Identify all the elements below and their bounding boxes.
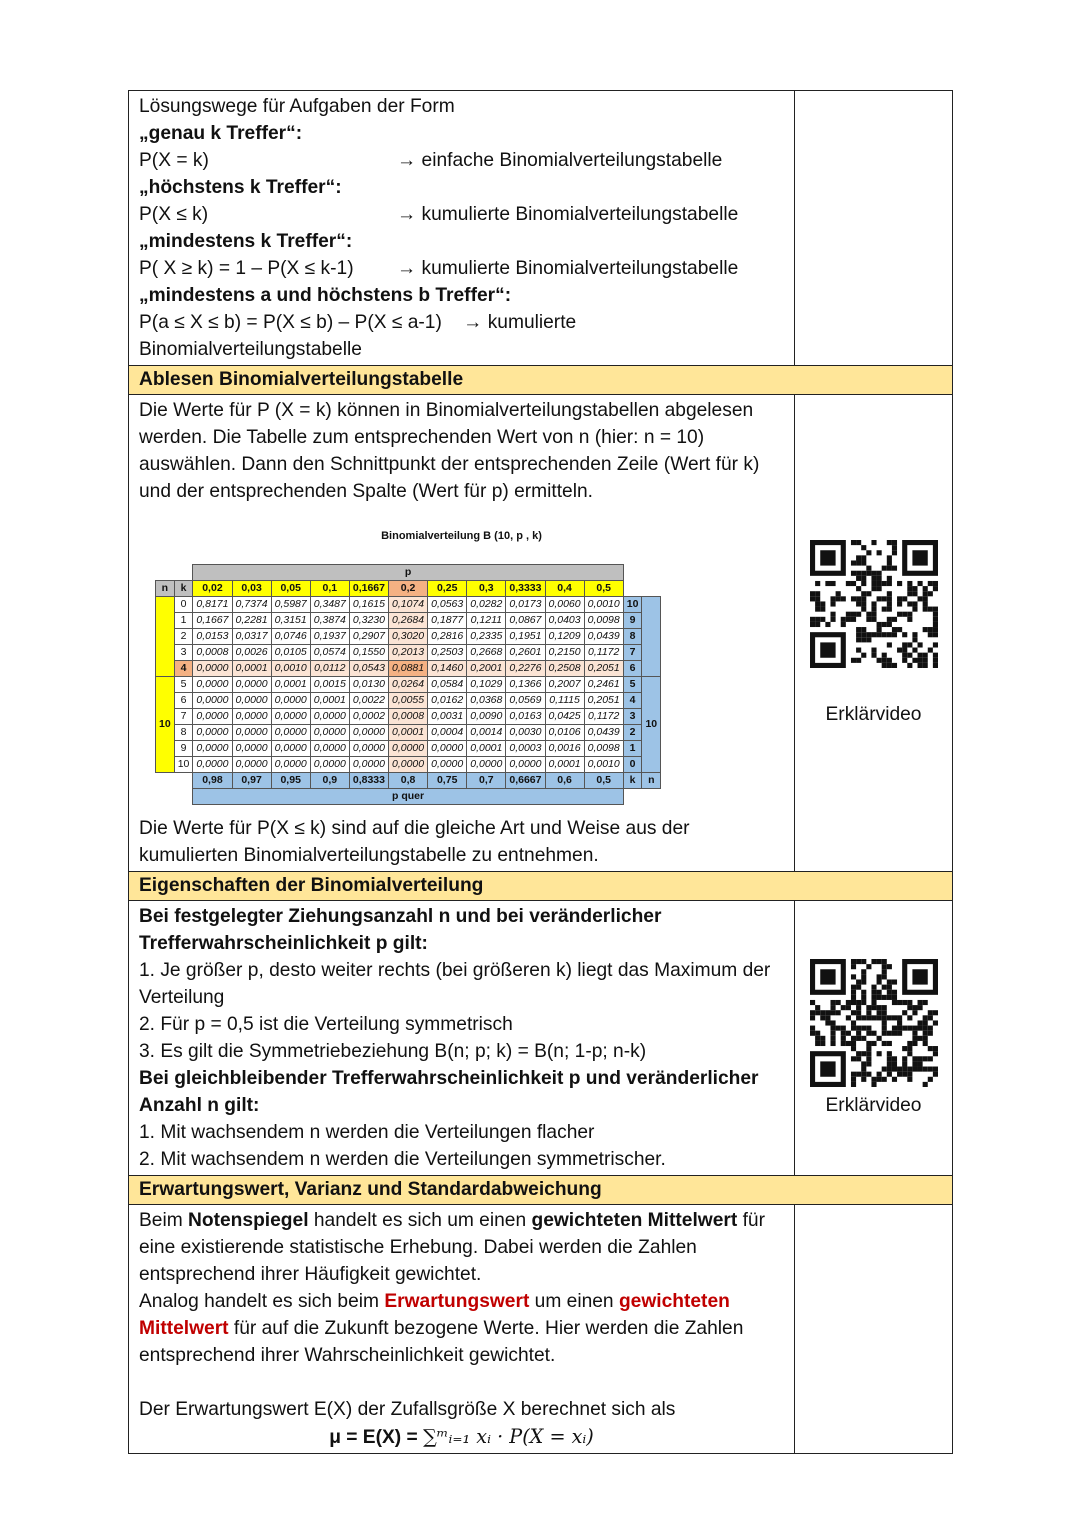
blank bbox=[642, 789, 661, 805]
probability-cell: 0,1615 bbox=[349, 597, 388, 613]
probability-cell: 0,2907 bbox=[349, 629, 388, 645]
n-right-top bbox=[642, 597, 661, 677]
table-reading-cell bbox=[129, 395, 795, 871]
probability-cell: 0,0105 bbox=[271, 645, 310, 661]
probability-cell: 0,0173 bbox=[506, 597, 545, 613]
k-right-value: 2 bbox=[623, 725, 642, 741]
p-quer-value: 0,7 bbox=[467, 773, 506, 789]
probability-cell: 0,0000 bbox=[193, 741, 232, 757]
probability-cell: 0,0000 bbox=[271, 741, 310, 757]
probability-cell: 0,5987 bbox=[271, 597, 310, 613]
text: um einen bbox=[529, 1291, 619, 1312]
probability-cell: 0,2503 bbox=[428, 645, 467, 661]
probability-cell: 0,0000 bbox=[310, 725, 349, 741]
case-arrow: → einfache Binomialverteilungstabelle bbox=[397, 150, 723, 171]
p-value: 0,05 bbox=[271, 581, 310, 597]
probability-cell: 0,0574 bbox=[310, 645, 349, 661]
k-value: 2 bbox=[174, 629, 193, 645]
text: handelt es sich um einen bbox=[308, 1210, 532, 1231]
probability-cell: 0,0000 bbox=[389, 741, 428, 757]
blank bbox=[623, 565, 642, 581]
p-value: 0,3333 bbox=[506, 581, 545, 597]
probability-cell: 0,1937 bbox=[310, 629, 349, 645]
probability-cell: 0,0000 bbox=[428, 757, 467, 773]
p-quer-value: 0,98 bbox=[193, 773, 232, 789]
k-right-value: 0 bbox=[623, 757, 642, 773]
case-heading: „höchstens k Treffer“: bbox=[139, 177, 342, 198]
probability-cell: 0,0543 bbox=[349, 661, 388, 677]
bold-term: gewichteten Mittelwert bbox=[531, 1210, 738, 1231]
probability-cell: 0,0008 bbox=[389, 709, 428, 725]
blank bbox=[623, 581, 642, 597]
p-quer-value: 0,9 bbox=[310, 773, 349, 789]
k-right-value: 9 bbox=[623, 613, 642, 629]
probability-cell: 0,0030 bbox=[506, 725, 545, 741]
case-heading: „mindestens k Treffer“: bbox=[139, 231, 353, 252]
probability-cell: 0,2684 bbox=[389, 613, 428, 629]
expectation-row bbox=[129, 1205, 952, 1453]
probability-cell: 0,0162 bbox=[428, 693, 467, 709]
case-heading: „genau k Treffer“: bbox=[139, 123, 303, 144]
k-value: 0 bbox=[174, 597, 193, 613]
probability-cell: 0,0000 bbox=[271, 725, 310, 741]
probability-cell: 0,8171 bbox=[193, 597, 232, 613]
section-header-properties: Eigenschaften der Binomialverteilung bbox=[129, 872, 952, 901]
case-formula-line bbox=[139, 147, 784, 174]
probability-cell: 0,0264 bbox=[389, 677, 428, 693]
p-quer-value: 0,95 bbox=[271, 773, 310, 789]
arrow-range-text: → kumulierte bbox=[463, 312, 577, 333]
probability-cell: 0,0425 bbox=[545, 709, 584, 725]
probability-cell: 0,0000 bbox=[506, 757, 545, 773]
blank bbox=[174, 565, 193, 581]
binomial-table-title: Binomialverteilung B (10, p , k) bbox=[381, 530, 542, 542]
probability-cell: 0,2007 bbox=[545, 677, 584, 693]
k-footer: k bbox=[623, 773, 642, 789]
probability-cell: 0,0000 bbox=[349, 741, 388, 757]
probability-cell: 0,0746 bbox=[271, 629, 310, 645]
expectation-cell bbox=[129, 1205, 795, 1453]
probability-cell: 0,0569 bbox=[506, 693, 545, 709]
probability-cell: 0,0000 bbox=[310, 741, 349, 757]
probability-cell: 0,2508 bbox=[545, 661, 584, 677]
probability-cell: 0,0000 bbox=[193, 661, 232, 677]
binomial-table-figure bbox=[139, 523, 784, 805]
heading-range: „mindestens a und höchstens b Treffer“: bbox=[139, 285, 512, 306]
probability-cell: 0,1550 bbox=[349, 645, 388, 661]
probability-cell: 0,0000 bbox=[193, 677, 232, 693]
probability-cell: 0,2051 bbox=[584, 661, 623, 677]
case-arrow: → kumulierte Binomialverteilungstabelle bbox=[397, 204, 739, 225]
formula-lhs: μ = E(X) = bbox=[329, 1427, 424, 1448]
probability-cell: 0,7374 bbox=[232, 597, 271, 613]
blank bbox=[642, 581, 661, 597]
expectation-para-3: Der Erwartungswert E(X) der Zufallsgröße X berechnet sich als bbox=[139, 1399, 676, 1420]
p-value: 0,3 bbox=[467, 581, 506, 597]
p-value: 0,1667 bbox=[349, 581, 388, 597]
p-axis-label: p bbox=[193, 565, 623, 581]
red-term: Erwartungswert bbox=[384, 1291, 530, 1312]
probability-cell: 0,0010 bbox=[584, 757, 623, 773]
side-video-2 bbox=[795, 901, 952, 1175]
qr-code-icon[interactable] bbox=[810, 540, 938, 668]
probability-cell: 0,1074 bbox=[389, 597, 428, 613]
text: Analog handelt es sich beim bbox=[139, 1291, 385, 1312]
binomial-table bbox=[155, 564, 661, 805]
probability-cell: 0,0003 bbox=[506, 741, 545, 757]
k-value: 1 bbox=[174, 613, 193, 629]
blank bbox=[156, 773, 175, 789]
probability-cell: 0,0000 bbox=[349, 757, 388, 773]
probability-cell: 0,0000 bbox=[193, 725, 232, 741]
probability-cell: 0,0000 bbox=[271, 757, 310, 773]
case-formula: P(X = k) bbox=[139, 150, 209, 171]
probability-cell: 0,0000 bbox=[232, 725, 271, 741]
probability-cell: 0,2816 bbox=[428, 629, 467, 645]
intro-text: Lösungswege für Aufgaben der Form bbox=[139, 96, 455, 117]
red-term: gewichteten Mittelwert bbox=[139, 1291, 730, 1339]
probability-cell: 0,0010 bbox=[584, 597, 623, 613]
video-label: Erklärvideo bbox=[825, 1095, 922, 1116]
probability-cell: 0,0098 bbox=[584, 741, 623, 757]
probability-cell: 0,0055 bbox=[389, 693, 428, 709]
n-left-top bbox=[156, 597, 175, 677]
probability-cell: 0,0000 bbox=[310, 709, 349, 725]
p-value: 0,2 bbox=[389, 581, 428, 597]
side-empty-1 bbox=[795, 91, 952, 365]
k-right-value: 5 bbox=[623, 677, 642, 693]
expectation-para-1 bbox=[139, 1207, 784, 1288]
probability-cell: 0,0439 bbox=[584, 725, 623, 741]
probability-cell: 0,1667 bbox=[193, 613, 232, 629]
probability-cell: 0,0000 bbox=[193, 709, 232, 725]
range-continuation: Binomialverteilungstabelle bbox=[139, 339, 362, 360]
probability-cell: 0,0001 bbox=[232, 661, 271, 677]
probability-cell: 0,0403 bbox=[545, 613, 584, 629]
probability-cell: 0,0439 bbox=[584, 629, 623, 645]
probability-cell: 0,1029 bbox=[467, 677, 506, 693]
blank bbox=[174, 789, 193, 805]
probability-cell: 0,0015 bbox=[310, 677, 349, 693]
p-value: 0,25 bbox=[428, 581, 467, 597]
p-quer-value: 0,6 bbox=[545, 773, 584, 789]
k-right-value: 3 bbox=[623, 709, 642, 725]
probability-cell: 0,0881 bbox=[389, 661, 428, 677]
p-value: 0,03 bbox=[232, 581, 271, 597]
cumulative-note: Die Werte für P(X ≤ k) sind auf die gleiche Art und Weise aus der kumulierten Binomialverteilungstabelle zu entnehmen. bbox=[139, 818, 690, 866]
probability-cell: 0,2001 bbox=[467, 661, 506, 677]
probability-cell: 0,0060 bbox=[545, 597, 584, 613]
text: Beim bbox=[139, 1210, 189, 1231]
probability-cell: 0,2013 bbox=[389, 645, 428, 661]
case-arrow: → kumulierte Binomialverteilungstabelle bbox=[397, 258, 739, 279]
property-5: 2. Mit wachsendem n werden die Verteilungen symmetrischer. bbox=[139, 1149, 666, 1170]
probability-cell: 0,3874 bbox=[310, 613, 349, 629]
table-reading-row bbox=[129, 395, 952, 872]
expectation-para-2 bbox=[139, 1288, 784, 1369]
case-formula-line bbox=[139, 255, 784, 282]
probability-cell: 0,0130 bbox=[349, 677, 388, 693]
expectation-formula bbox=[139, 1423, 784, 1451]
p-value: 0,4 bbox=[545, 581, 584, 597]
n-header: n bbox=[156, 581, 175, 597]
probability-cell: 0,0002 bbox=[349, 709, 388, 725]
document-table bbox=[128, 90, 953, 1454]
probability-cell: 0,0153 bbox=[193, 629, 232, 645]
probability-cell: 0,3230 bbox=[349, 613, 388, 629]
probability-cell: 0,0001 bbox=[545, 757, 584, 773]
probability-cell: 0,0584 bbox=[428, 677, 467, 693]
side-empty-4 bbox=[795, 1205, 952, 1453]
probability-cell: 0,0000 bbox=[310, 757, 349, 773]
probability-cell: 0,0106 bbox=[545, 725, 584, 741]
probability-cell: 0,2150 bbox=[545, 645, 584, 661]
k-value: 8 bbox=[174, 725, 193, 741]
probability-cell: 0,0008 bbox=[193, 645, 232, 661]
k-value: 4 bbox=[174, 661, 193, 677]
bold-term: Notenspiegel bbox=[188, 1210, 309, 1231]
probability-cell: 0,1209 bbox=[545, 629, 584, 645]
probability-cell: 0,0001 bbox=[389, 725, 428, 741]
k-header: k bbox=[174, 581, 193, 597]
k-value: 10 bbox=[174, 757, 193, 773]
probability-cell: 0,0000 bbox=[232, 757, 271, 773]
k-right-value: 1 bbox=[623, 741, 642, 757]
probability-cell: 0,1172 bbox=[584, 645, 623, 661]
solution-items bbox=[139, 120, 784, 282]
p-quer-value: 0,8 bbox=[389, 773, 428, 789]
probability-cell: 0,0001 bbox=[467, 741, 506, 757]
blank bbox=[623, 789, 642, 805]
probability-cell: 0,0867 bbox=[506, 613, 545, 629]
probability-cell: 0,0000 bbox=[193, 693, 232, 709]
probability-cell: 0,0000 bbox=[232, 677, 271, 693]
probability-cell: 0,0000 bbox=[467, 757, 506, 773]
property-1: 1. Je größer p, desto weiter rechts (bei größeren k) liegt das Maximum der Verteilung bbox=[139, 960, 771, 1008]
properties-row bbox=[129, 901, 952, 1176]
probability-cell: 0,0112 bbox=[310, 661, 349, 677]
blank bbox=[174, 773, 193, 789]
video-label: Erklärvideo bbox=[825, 704, 922, 725]
blank bbox=[642, 565, 661, 581]
probability-cell: 0,2051 bbox=[584, 693, 623, 709]
probability-cell: 0,1460 bbox=[428, 661, 467, 677]
n-footer: n bbox=[642, 773, 661, 789]
p-quer-value: 0,75 bbox=[428, 773, 467, 789]
blank bbox=[156, 789, 175, 805]
probability-cell: 0,1366 bbox=[506, 677, 545, 693]
probability-cell: 0,0098 bbox=[584, 613, 623, 629]
k-right-value: 7 bbox=[623, 645, 642, 661]
probability-cell: 0,0001 bbox=[310, 693, 349, 709]
probability-cell: 0,1172 bbox=[584, 709, 623, 725]
probability-cell: 0,1877 bbox=[428, 613, 467, 629]
properties-cell bbox=[129, 901, 795, 1175]
p-quer-label: p quer bbox=[193, 789, 623, 805]
qr-code-icon[interactable] bbox=[810, 959, 938, 1087]
n-value-left: 10 bbox=[156, 677, 175, 773]
p-quer-value: 0,6667 bbox=[506, 773, 545, 789]
probability-cell: 0,1115 bbox=[545, 693, 584, 709]
probability-cell: 0,0000 bbox=[232, 709, 271, 725]
case-formula-line bbox=[139, 201, 784, 228]
probability-cell: 0,2276 bbox=[506, 661, 545, 677]
p-value: 0,5 bbox=[584, 581, 623, 597]
solution-paths-row bbox=[129, 91, 952, 366]
probability-cell: 0,0016 bbox=[545, 741, 584, 757]
probability-cell: 0,0014 bbox=[467, 725, 506, 741]
properties-bold-1: Bei festgelegter Ziehungsanzahl n und bei veränderlicher Trefferwahrscheinlichkeit p gilt: bbox=[139, 906, 662, 954]
p-value: 0,02 bbox=[193, 581, 232, 597]
probability-cell: 0,0026 bbox=[232, 645, 271, 661]
section-header-table: Ablesen Binomialverteilungstabelle bbox=[129, 366, 952, 395]
probability-cell: 0,0317 bbox=[232, 629, 271, 645]
properties-bold-2: Bei gleichbleibender Trefferwahrscheinlichkeit p und veränderlicher Anzahl n gilt: bbox=[139, 1068, 759, 1116]
probability-cell: 0,0163 bbox=[506, 709, 545, 725]
probability-cell: 0,0000 bbox=[271, 709, 310, 725]
probability-cell: 0,0000 bbox=[271, 693, 310, 709]
property-3: 3. Es gilt die Symmetriebeziehung B(n; p; k) = B(n; 1-p; n-k) bbox=[139, 1041, 647, 1062]
text: für auf die Zukunft bezogene Werte. Hier werden die Zahlen entsprechend ihrer Wahrscheinlichkeit gewichtet. bbox=[139, 1318, 744, 1366]
p-quer-value: 0,5 bbox=[584, 773, 623, 789]
k-right-value: 8 bbox=[623, 629, 642, 645]
probability-cell: 0,0031 bbox=[428, 709, 467, 725]
property-4: 1. Mit wachsendem n werden die Verteilungen flacher bbox=[139, 1122, 595, 1143]
probability-cell: 0,1211 bbox=[467, 613, 506, 629]
probability-cell: 0,0010 bbox=[271, 661, 310, 677]
solution-paths-cell bbox=[129, 91, 795, 365]
section-header-expectation: Erwartungswert, Varianz und Standardabweichung bbox=[129, 1176, 952, 1205]
probability-cell: 0,0000 bbox=[428, 741, 467, 757]
probability-cell: 0,0000 bbox=[349, 725, 388, 741]
k-value: 9 bbox=[174, 741, 193, 757]
probability-cell: 0,2461 bbox=[584, 677, 623, 693]
p-value: 0,1 bbox=[310, 581, 349, 597]
k-value: 6 bbox=[174, 693, 193, 709]
probability-cell: 0,2335 bbox=[467, 629, 506, 645]
probability-cell: 0,0282 bbox=[467, 597, 506, 613]
p-quer-value: 0,97 bbox=[232, 773, 271, 789]
k-value: 3 bbox=[174, 645, 193, 661]
text: für eine existierende statistische Erhebung. Dabei werden die Zahlen entsprechend ihrer Häufigkeit gewichtet. bbox=[139, 1210, 765, 1285]
side-video-1 bbox=[795, 395, 952, 871]
probability-cell: 0,2281 bbox=[232, 613, 271, 629]
blank bbox=[156, 565, 175, 581]
probability-cell: 0,0090 bbox=[467, 709, 506, 725]
probability-cell: 0,2668 bbox=[467, 645, 506, 661]
probability-cell: 0,2601 bbox=[506, 645, 545, 661]
probability-cell: 0,0001 bbox=[271, 677, 310, 693]
formula-rhs: ∑ᵐᵢ₌₁ xᵢ · P(X = xᵢ) bbox=[423, 1425, 594, 1448]
probability-cell: 0,0004 bbox=[428, 725, 467, 741]
property-2: 2. Für p = 0,5 ist die Verteilung symmetrisch bbox=[139, 1014, 513, 1035]
probability-cell: 0,1951 bbox=[506, 629, 545, 645]
probability-cell: 0,3151 bbox=[271, 613, 310, 629]
probability-cell: 0,3487 bbox=[310, 597, 349, 613]
formula-range bbox=[139, 309, 784, 336]
k-value: 5 bbox=[174, 677, 193, 693]
k-right-value: 4 bbox=[623, 693, 642, 709]
probability-cell: 0,0000 bbox=[232, 741, 271, 757]
probability-cell: 0,3020 bbox=[389, 629, 428, 645]
k-right-value: 6 bbox=[623, 661, 642, 677]
probability-cell: 0,0022 bbox=[349, 693, 388, 709]
k-right-value: 10 bbox=[623, 597, 642, 613]
probability-cell: 0,0563 bbox=[428, 597, 467, 613]
table-reading-text: Die Werte für P (X = k) können in Binomialverteilungstabellen abgelesen werden. Die Tabelle zum entsprechenden Wert von n (hier: n = 10) auswählen. Dann den Schnittpunkt der entsprechenden Zeile (Wert für k) und der entsprechenden Spalte (Wert für p) ermitteln. bbox=[139, 400, 760, 502]
case-formula: P(X ≤ k) bbox=[139, 204, 209, 225]
n-value-right: 10 bbox=[642, 677, 661, 773]
case-formula: P( X ≥ k) = 1 – P(X ≤ k-1) bbox=[139, 258, 354, 279]
probability-cell: 0,0000 bbox=[389, 757, 428, 773]
p-quer-value: 0,8333 bbox=[349, 773, 388, 789]
probability-cell: 0,0368 bbox=[467, 693, 506, 709]
k-value: 7 bbox=[174, 709, 193, 725]
probability-cell: 0,0000 bbox=[193, 757, 232, 773]
formula-range-text: P(a ≤ X ≤ b) = P(X ≤ b) – P(X ≤ a-1) bbox=[139, 312, 442, 333]
probability-cell: 0,0000 bbox=[232, 693, 271, 709]
